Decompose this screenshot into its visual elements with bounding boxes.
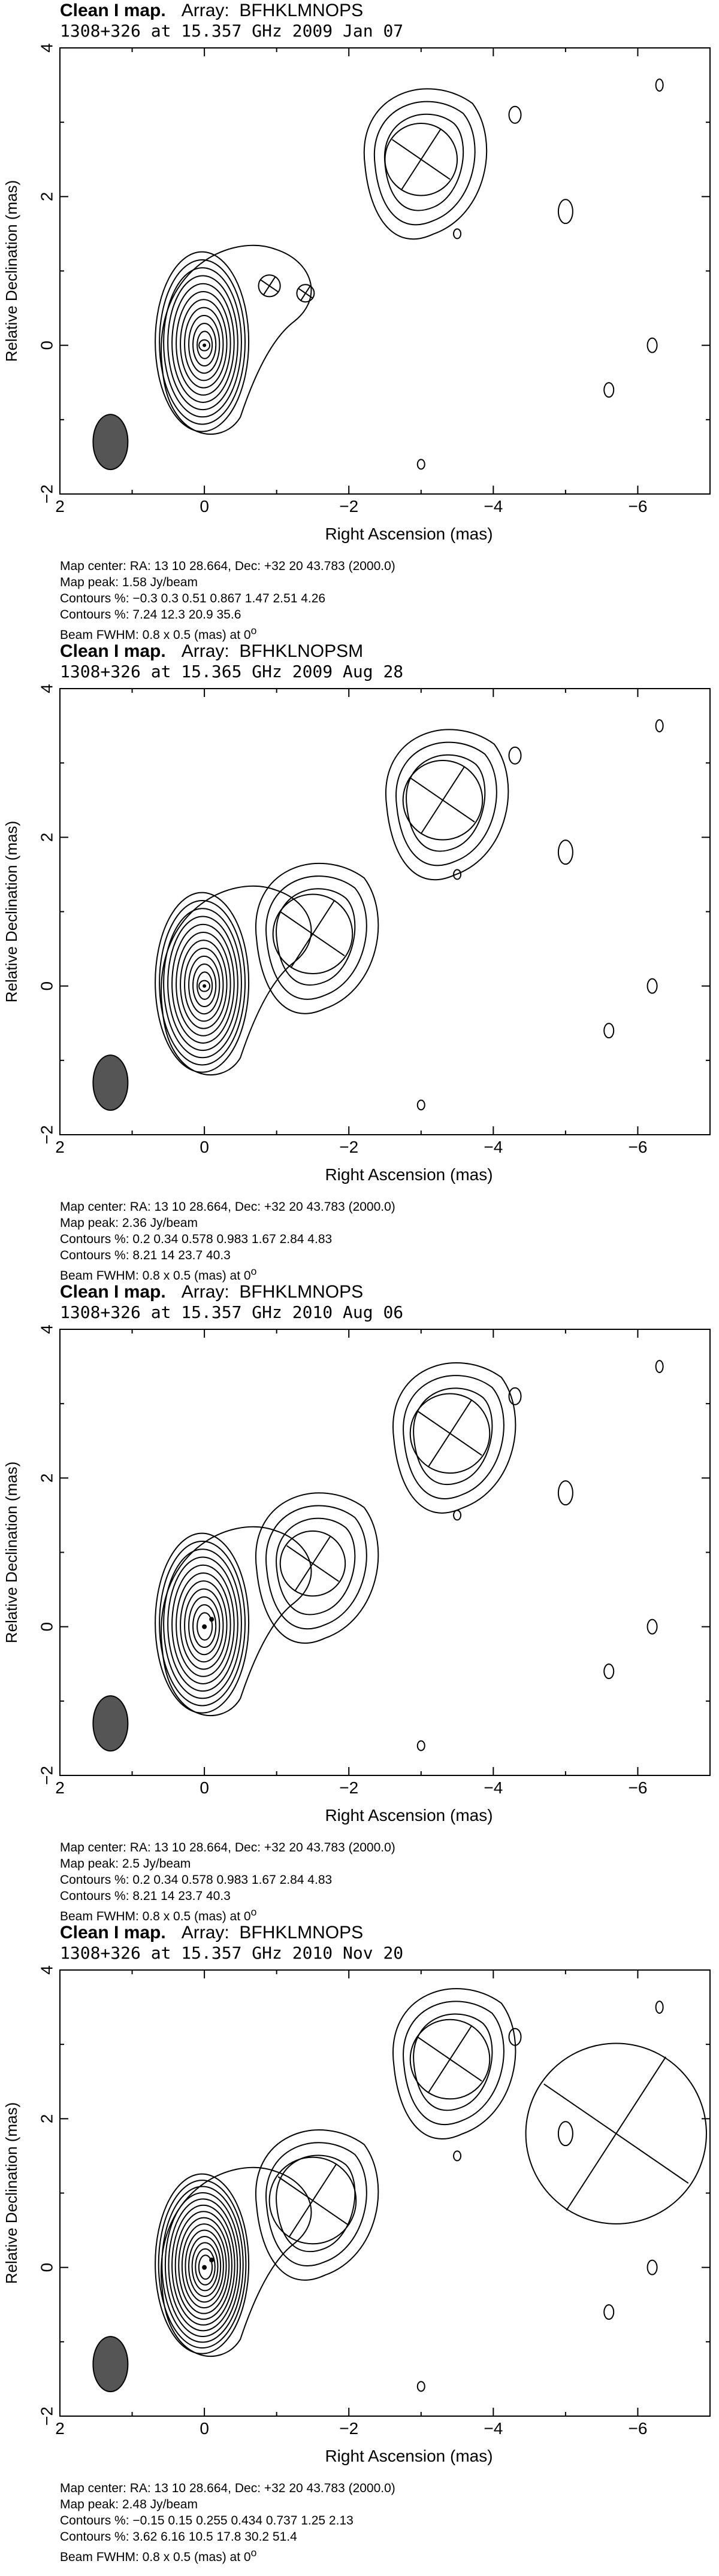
noise-contour — [509, 747, 521, 764]
component-cross — [428, 2026, 472, 2093]
core-contour — [172, 284, 234, 402]
beam-text — [60, 1904, 395, 1923]
noise-contour — [418, 1741, 425, 1750]
map-peak-text: Map peak: 1.58 Jy/beam — [60, 575, 198, 589]
core-extension-contour — [161, 1527, 311, 1716]
array-value: BFHKLMNOPS — [239, 1923, 364, 1942]
x-tick-label: −6 — [628, 497, 648, 516]
noise-contour — [418, 2381, 425, 2391]
jet-knot-contour — [385, 114, 463, 211]
map-center-text: Map center: RA: 13 10 28.664, Dec: +32 20 43.783 (2000.0) — [60, 1200, 395, 1214]
x-tick-label: 0 — [200, 497, 209, 516]
component-dot — [203, 344, 206, 347]
x-axis-label: Right Ascension (mas) — [325, 1165, 493, 1184]
x-tick-label: 0 — [200, 1138, 209, 1156]
noise-contour — [656, 79, 663, 91]
x-axis-label: Right Ascension (mas) — [325, 2447, 493, 2465]
array-label — [182, 1282, 363, 1302]
contour-plot — [0, 1323, 719, 1839]
jet-knot-contour — [256, 863, 378, 1014]
map-subtitle: 1308+326 at 15.357 GHz 2010 Aug 06 — [60, 1302, 404, 1322]
noise-contour — [648, 338, 657, 353]
component-dot — [209, 1617, 214, 1622]
jet-knot-contour — [393, 1989, 515, 2139]
noise-contour — [509, 107, 521, 123]
y-tick-label: −2 — [37, 1766, 56, 1785]
core-contour — [172, 925, 234, 1043]
array-label — [182, 1923, 363, 1942]
array-value: BFHKLNOPSM — [239, 641, 364, 661]
map-title-text: Clean I map. — [60, 641, 166, 661]
x-tick-label: −4 — [484, 1138, 503, 1156]
y-tick-label: 0 — [37, 1622, 56, 1632]
map-title — [60, 1922, 363, 1944]
contours-text-1: Contours %: −0.3 0.3 0.51 0.867 1.47 2.51 4.26 — [60, 592, 326, 605]
contours-text-1: Contours %: 0.2 0.34 0.578 0.983 1.67 2.84 4.83 — [60, 1873, 333, 1887]
x-tick-label: 0 — [200, 1778, 209, 1797]
map-center-text: Map center: RA: 13 10 28.664, Dec: +32 20 43.783 (2000.0) — [60, 559, 395, 573]
contours-text-2: Contours %: 8.21 14 23.7 40.3 — [60, 1889, 231, 1903]
y-tick-label: 0 — [37, 2262, 56, 2272]
noise-contour — [604, 383, 614, 397]
array-label — [182, 1, 363, 20]
beam-ellipse — [93, 1055, 128, 1110]
x-tick-label: −6 — [628, 2419, 648, 2438]
component-cross — [401, 129, 441, 190]
beam-ellipse — [93, 414, 128, 469]
component-cross — [291, 900, 334, 968]
x-tick-label: −2 — [339, 1138, 359, 1156]
map-subtitle: 1308+326 at 15.365 GHz 2009 Aug 28 — [60, 662, 404, 681]
array-value: BFHKLMNOPS — [239, 1, 364, 20]
degree-symbol: o — [250, 1906, 257, 1918]
beam-text-main: Beam FWHM: 0.8 x 0.5 (mas) at 0 — [60, 2550, 251, 2564]
map-title — [60, 1281, 363, 1303]
component-dot — [203, 984, 206, 988]
x-tick-label: −6 — [628, 1138, 648, 1156]
y-tick-label: 2 — [37, 832, 56, 842]
plot-frame — [60, 689, 710, 1135]
jet-knot-contour — [276, 1519, 355, 1615]
x-tick-label: −2 — [339, 1778, 359, 1797]
x-tick-label: −6 — [628, 1778, 648, 1797]
y-tick-label: 4 — [37, 684, 56, 693]
noise-contour — [648, 979, 657, 993]
array-label-text: Array: — [181, 1923, 229, 1942]
y-tick-label: −2 — [37, 1125, 56, 1144]
map-peak-text: Map peak: 2.36 Jy/beam — [60, 1216, 198, 1230]
beam-ellipse — [93, 1696, 128, 1751]
degree-symbol: o — [250, 625, 257, 637]
noise-contour — [604, 2305, 614, 2319]
map-info — [60, 2480, 395, 2564]
noise-contour — [454, 2151, 461, 2160]
y-axis-label: Relative Declination (mas) — [2, 2102, 20, 2284]
map-title — [60, 0, 363, 22]
x-tick-label: 2 — [55, 2419, 65, 2438]
map-title-text: Clean I map. — [60, 1, 166, 20]
plot-content — [93, 79, 663, 469]
noise-contour — [648, 2260, 657, 2275]
noise-contour — [418, 459, 425, 469]
map-title-text: Clean I map. — [60, 1282, 166, 1302]
y-tick-label: −2 — [37, 2407, 56, 2426]
noise-contour — [656, 720, 663, 732]
plot-content — [93, 1360, 663, 1751]
contours-text-1: Contours %: 0.2 0.34 0.578 0.983 1.67 2.84 4.83 — [60, 1232, 333, 1246]
plot-frame — [60, 1329, 710, 1775]
jet-knot-contour — [386, 729, 508, 880]
contours-text-1: Contours %: −0.15 0.15 0.255 0.434 0.737 1.25 2.13 — [60, 2514, 354, 2527]
plot-frame — [60, 1970, 710, 2416]
map-info — [60, 1839, 395, 1923]
x-tick-label: −4 — [484, 2419, 503, 2438]
map-peak-text: Map peak: 2.48 Jy/beam — [60, 2498, 198, 2511]
component-cross — [295, 1536, 331, 1591]
degree-symbol: o — [250, 1265, 257, 1277]
map-title-text: Clean I map. — [60, 1923, 166, 1942]
y-tick-label: 2 — [37, 192, 56, 202]
plot-content — [93, 1989, 706, 2392]
jet-knot-contour — [256, 2130, 378, 2280]
noise-contour — [454, 229, 461, 238]
contour-plot — [0, 42, 719, 558]
array-label-text: Array: — [181, 1282, 229, 1302]
beam-text — [60, 1263, 395, 1283]
beam-text — [60, 623, 395, 642]
y-tick-label: 4 — [37, 1325, 56, 1334]
array-value: BFHKLMNOPS — [239, 1282, 364, 1302]
component-cross — [301, 286, 310, 301]
x-tick-label: 0 — [200, 2419, 209, 2438]
x-axis-label: Right Ascension (mas) — [325, 525, 493, 543]
component-cross — [289, 2163, 337, 2237]
core-extension-contour — [161, 246, 311, 434]
plot-content — [93, 720, 663, 1110]
array-label-text: Array: — [181, 641, 229, 661]
beam-text — [60, 2545, 395, 2564]
map-subtitle: 1308+326 at 15.357 GHz 2010 Nov 20 — [60, 1943, 404, 1963]
map-center-text: Map center: RA: 13 10 28.664, Dec: +32 20 43.783 (2000.0) — [60, 2481, 395, 2495]
contours-text-2: Contours %: 3.62 6.16 10.5 17.8 30.2 51.4 — [60, 2530, 297, 2544]
contours-text-2: Contours %: 7.24 12.3 20.9 35.6 — [60, 608, 241, 622]
y-tick-label: −2 — [37, 484, 56, 504]
beam-text-main: Beam FWHM: 0.8 x 0.5 (mas) at 0 — [60, 628, 251, 642]
y-tick-label: 4 — [37, 43, 56, 53]
noise-contour — [604, 1023, 614, 1038]
noise-contour — [558, 199, 573, 223]
x-tick-label: −4 — [484, 1778, 503, 1797]
jet-knot-contour — [364, 89, 487, 239]
x-tick-label: 2 — [55, 1138, 65, 1156]
core-contour — [172, 1565, 234, 1684]
component-dot — [202, 1625, 207, 1629]
degree-symbol: o — [250, 2547, 257, 2559]
plot-frame — [60, 48, 710, 494]
y-axis-label: Relative Declination (mas) — [2, 820, 20, 1003]
component-dot — [209, 2257, 214, 2262]
noise-contour — [454, 1510, 461, 1520]
x-tick-label: −2 — [339, 497, 359, 516]
beam-text-main: Beam FWHM: 0.8 x 0.5 (mas) at 0 — [60, 1269, 251, 1283]
map-subtitle: 1308+326 at 15.357 GHz 2009 Jan 07 — [60, 21, 404, 41]
x-axis-label: Right Ascension (mas) — [325, 1806, 493, 1825]
y-tick-label: 2 — [37, 2114, 56, 2124]
array-label — [182, 641, 363, 661]
jet-knot-contour — [256, 1493, 378, 1643]
y-tick-label: 0 — [37, 340, 56, 350]
noise-contour — [656, 2001, 663, 2013]
map-center-text: Map center: RA: 13 10 28.664, Dec: +32 20 43.783 (2000.0) — [60, 1841, 395, 1854]
noise-contour — [648, 1620, 657, 1634]
core-contour — [172, 2205, 235, 2325]
noise-contour — [604, 1664, 614, 1678]
array-label-text: Array: — [181, 1, 229, 20]
jet-knot-contour — [393, 1363, 515, 1513]
noise-contour — [418, 1100, 425, 1110]
map-info — [60, 558, 395, 642]
contour-plot — [0, 1964, 719, 2480]
x-tick-label: 2 — [55, 497, 65, 516]
map-peak-text: Map peak: 2.5 Jy/beam — [60, 1857, 191, 1871]
noise-contour — [558, 840, 573, 864]
core-extension-contour — [161, 886, 311, 1075]
x-tick-label: −4 — [484, 497, 503, 516]
y-axis-label: Relative Declination (mas) — [2, 180, 20, 362]
x-tick-label: 2 — [55, 1778, 65, 1797]
component-cross — [428, 1399, 472, 1467]
component-dot — [202, 2265, 207, 2270]
x-tick-label: −2 — [339, 2419, 359, 2438]
contour-plot — [0, 683, 719, 1199]
contours-text-2: Contours %: 8.21 14 23.7 40.3 — [60, 1248, 231, 1262]
noise-contour — [656, 1360, 663, 1372]
component-cross — [264, 277, 276, 295]
y-tick-label: 0 — [37, 981, 56, 991]
jet-knot-contour — [266, 1505, 367, 1629]
y-tick-label: 4 — [37, 1965, 56, 1975]
beam-text-main: Beam FWHM: 0.8 x 0.5 (mas) at 0 — [60, 1910, 251, 1923]
map-title — [60, 641, 363, 662]
jet-knot-contour — [374, 102, 475, 225]
noise-contour — [558, 2122, 573, 2145]
y-axis-label: Relative Declination (mas) — [2, 1461, 20, 1644]
y-tick-label: 2 — [37, 1473, 56, 1483]
component-cross — [421, 766, 464, 834]
noise-contour — [558, 1481, 573, 1505]
jet-knot-contour — [266, 2142, 367, 2266]
map-info — [60, 1199, 395, 1283]
component-cross — [566, 2057, 666, 2210]
beam-ellipse — [93, 2336, 128, 2392]
